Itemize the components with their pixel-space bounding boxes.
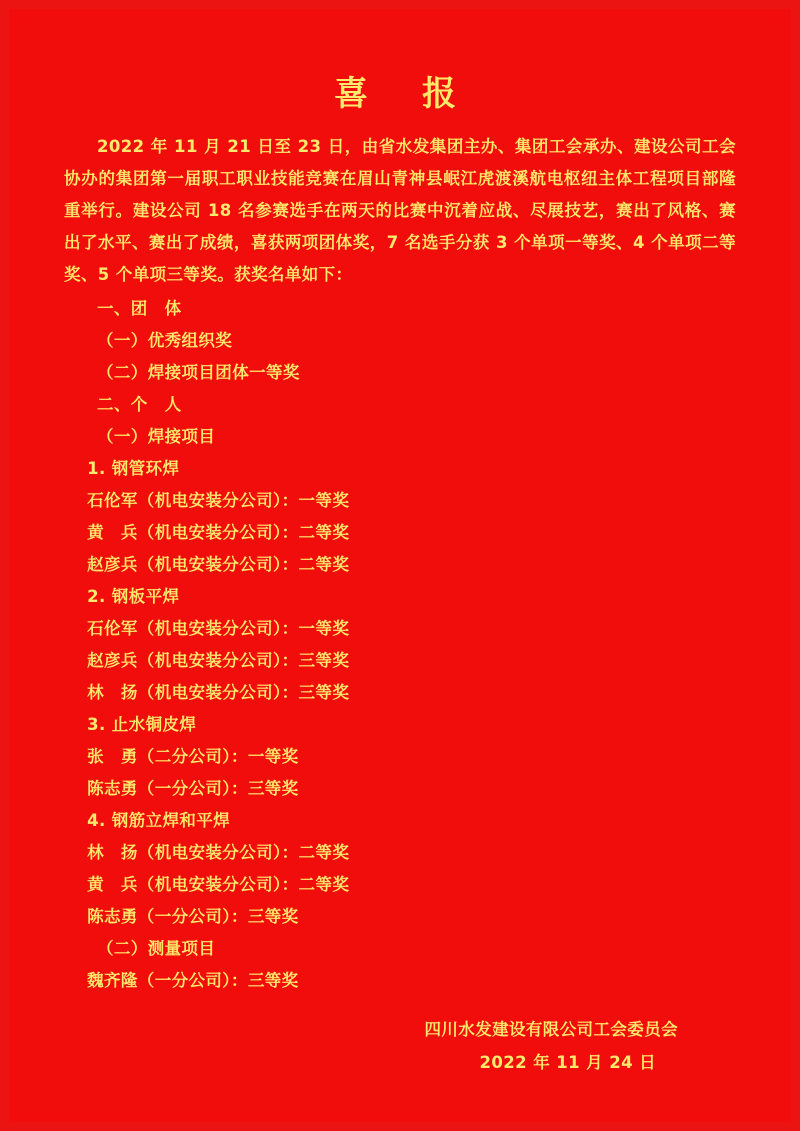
award-line-entry: 陈志勇（一分公司）：三等奖 xyxy=(87,779,299,798)
award-line-entry: 赵彦兵（机电安装分公司）：二等奖 xyxy=(87,555,350,574)
award-line-heading2: （二）焊接项目团体一等奖 xyxy=(97,363,300,382)
intro-paragraph: 2022 年 11 月 21 日至 23 日，由省水发集团主办、集团工会承办、建设公司工会协办的集团第一届职工职业技能竞赛在眉山青神县岷江虎渡溪航电枢纽主体工程项目部隆重举行。建设公司 18 名参赛选手在两天的比赛中沉着应战、尽展技艺，赛出了风格、赛出了水平、赛出了成绩，喜获两项团体奖，7 名选手分获 3 个单项一等奖、4 个单项二等奖、5 个单项三等奖。获奖名单如下： xyxy=(64,137,736,284)
award-line-entry: 林 扬（机电安装分公司）：三等奖 xyxy=(87,683,350,702)
signature-block xyxy=(64,1013,736,1079)
award-line-entry: 石伦军（机电安装分公司）：一等奖 xyxy=(87,491,350,510)
award-line-item: 2. 钢板平焊 xyxy=(87,587,180,606)
award-line-heading2: （二）测量项目 xyxy=(97,939,216,958)
award-line-item: 1. 钢管环焊 xyxy=(87,459,180,478)
award-line-entry: 黄 兵（机电安装分公司）：二等奖 xyxy=(87,523,350,542)
signature-date: 2022 年 11 月 24 日 xyxy=(479,1053,656,1072)
award-line-entry: 黄 兵（机电安装分公司）：二等奖 xyxy=(87,875,350,894)
award-line-entry: 赵彦兵（机电安装分公司）：三等奖 xyxy=(87,651,350,670)
award-line-item: 3. 止水铜皮焊 xyxy=(87,715,197,734)
page-title: 喜 报 xyxy=(334,74,466,114)
poster-inner-frame xyxy=(18,18,782,1113)
award-line-entry: 陈志勇（一分公司）：三等奖 xyxy=(87,907,299,926)
award-list xyxy=(64,293,736,997)
award-line-heading1: 一、团 体 xyxy=(97,299,182,318)
award-line-heading1: 二、个 人 xyxy=(97,395,182,414)
award-line-heading2: （一）焊接项目 xyxy=(97,427,216,446)
award-line-entry: 魏齐隆（一分公司）：三等奖 xyxy=(87,971,299,990)
award-line-item: 4. 钢筋立焊和平焊 xyxy=(87,811,231,830)
award-line-entry: 石伦军（机电安装分公司）：一等奖 xyxy=(87,619,350,638)
award-line-entry: 张 勇（二分公司）：一等奖 xyxy=(87,747,299,766)
signature-organization: 四川水发建设有限公司工会委员会 xyxy=(424,1020,678,1039)
document-body xyxy=(18,121,782,1079)
award-line-entry: 林 扬（机电安装分公司）：二等奖 xyxy=(87,843,350,862)
award-line-heading2: （一）优秀组织奖 xyxy=(97,331,233,350)
